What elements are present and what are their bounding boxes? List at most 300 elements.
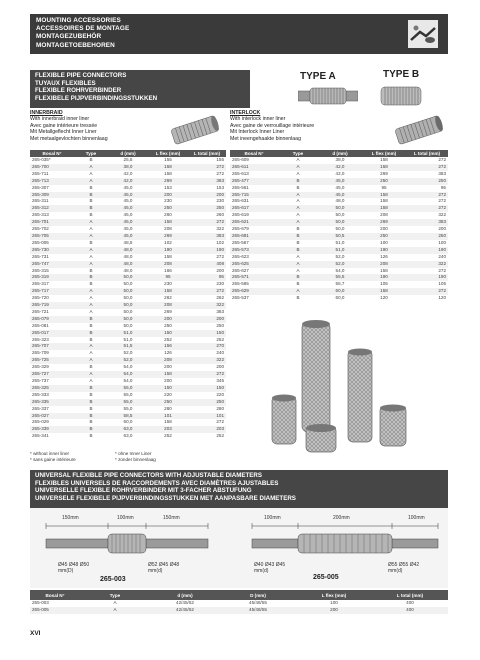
- diagram-code: 265-003: [100, 576, 126, 583]
- table-cell: 250: [188, 399, 226, 406]
- table-cell: 190: [148, 247, 188, 254]
- table-cell: 322: [188, 302, 226, 309]
- table-cell: 155: [164, 157, 172, 162]
- desc-line: Mit Metallgeflecht Inner Liner: [30, 129, 97, 136]
- table-row: [30, 385, 226, 392]
- table-cell: B: [89, 281, 93, 287]
- table-row: [230, 281, 448, 288]
- table-cell: 345: [216, 378, 224, 383]
- table-cell: 265-005: [32, 239, 49, 245]
- table-row: [30, 323, 226, 330]
- diameter-right-labels: [388, 562, 419, 574]
- table-cell: 158: [148, 219, 188, 226]
- header-line: ACCESSOIRES DE MONTAGE: [36, 25, 130, 33]
- innerbraid-description: [30, 110, 108, 142]
- table-cell: 269: [148, 233, 188, 240]
- table-cell: 400: [406, 600, 414, 606]
- table-cell: 105: [438, 281, 446, 287]
- table-row: [230, 178, 448, 185]
- table-cell: B: [74, 205, 108, 212]
- table-cell: 158: [380, 157, 388, 162]
- table-cell: A: [296, 157, 300, 162]
- table-cell: 383: [406, 219, 448, 226]
- table-cell: A: [296, 198, 300, 204]
- table-cell: 54,0: [335, 267, 345, 273]
- table-cell: B: [74, 316, 108, 323]
- table-cell: B: [296, 184, 300, 190]
- table-cell: 50,0: [123, 322, 133, 328]
- table-cell: B: [74, 399, 108, 406]
- table-row: [30, 350, 226, 357]
- table-cell: 155: [216, 157, 224, 162]
- dia: Ø55: [388, 562, 398, 568]
- table-cell: B: [89, 212, 93, 218]
- header-line: MONTAGETOEBEHOREN: [36, 41, 115, 49]
- table-cell: 265-307: [32, 184, 49, 190]
- table-row: [30, 378, 226, 385]
- interlock-connector-image: [392, 111, 446, 149]
- section-line: UNIVERSAL FLEXIBLE PIPE CONNECTORS WITH ADJUSTABLE DIAMETERS: [35, 472, 263, 479]
- table-cell: 52,0: [335, 253, 345, 259]
- table-cell: 52,0: [318, 261, 362, 268]
- note-left: [30, 451, 76, 463]
- table-cell: 272: [406, 288, 448, 295]
- table-cell: 48,0: [123, 253, 133, 259]
- table-cell: 400: [372, 607, 448, 614]
- table-cell: 265-700: [30, 164, 74, 171]
- table-cell: 200: [380, 226, 388, 232]
- table-cell: 265-027: [30, 413, 74, 420]
- table-row: [30, 357, 226, 364]
- col-header: Bosal N°: [30, 590, 80, 600]
- table-row: [230, 261, 448, 268]
- table-cell: 265-005: [30, 607, 80, 614]
- table-cell: 190: [406, 247, 448, 254]
- table-cell: B: [74, 385, 108, 392]
- table-cell: 150: [148, 330, 188, 337]
- table-cell: B: [89, 419, 93, 425]
- header-line: MOUNTING ACCESSORIES: [36, 17, 121, 24]
- col-header: Type: [278, 150, 318, 157]
- table-cell: A: [74, 302, 108, 309]
- section-line: UNIVERSELLE FLEXIBLE ROHRVERBINDER MIT 3-FACHER ABSTUFUNG: [35, 487, 252, 495]
- dia: Ø40: [254, 562, 264, 568]
- table-row: [30, 330, 226, 337]
- table-cell: A: [89, 378, 93, 383]
- table-cell: 52,0: [108, 357, 148, 364]
- table-row: [30, 288, 226, 295]
- table-cell: 262: [216, 295, 224, 301]
- table-cell: 158: [164, 253, 172, 259]
- table-cell: 200: [188, 316, 226, 323]
- dia: Ø43: [264, 562, 275, 568]
- table-cell: 51,0: [318, 247, 362, 254]
- table-cell: 51,0: [123, 336, 133, 342]
- table-row: [230, 219, 448, 226]
- type-b-connector-image: [378, 84, 424, 108]
- table-cell: 265-717: [30, 288, 74, 295]
- table-cell: 158: [362, 192, 406, 199]
- table-cell: 54,0: [123, 364, 133, 370]
- table-cell: 265-701: [30, 219, 74, 226]
- table-cell: B: [89, 336, 93, 342]
- table-cell: 158: [380, 198, 388, 204]
- table-cell: 272: [216, 419, 224, 425]
- table-cell: 208: [148, 261, 188, 268]
- table-cell: 265-333: [32, 391, 49, 397]
- table-cell: 220: [164, 391, 172, 397]
- table-cell: 252: [216, 336, 224, 342]
- dia-unit: mm(d): [388, 568, 403, 574]
- table-row: [230, 226, 448, 233]
- table-cell: A: [296, 253, 300, 259]
- table-cell: A: [89, 226, 93, 232]
- table-row: [30, 302, 226, 309]
- innerbraid-table: [30, 150, 226, 440]
- table-cell: 265-081: [32, 322, 49, 328]
- table-cell: 250: [362, 233, 406, 240]
- diagram-265-005: [246, 520, 442, 560]
- page-number: XVI: [30, 630, 41, 637]
- table-cell: 55,0: [108, 399, 148, 406]
- table-row: [230, 240, 448, 247]
- table-cell: 230: [164, 281, 172, 287]
- section-line: FLEXIBLE ROHRVERBINDER: [35, 87, 122, 95]
- table-cell: 156: [148, 343, 188, 350]
- table-cell: 158: [148, 164, 188, 171]
- table-cell: 240: [216, 350, 224, 356]
- table-cell: A: [89, 350, 93, 356]
- table-cell: B: [296, 281, 300, 287]
- table-cell: 200: [216, 267, 224, 273]
- table-cell: 50,0: [335, 226, 345, 232]
- table-row: [30, 426, 226, 433]
- table-cell: B: [74, 192, 108, 199]
- table-cell: 265-325: [30, 385, 74, 392]
- table-cell: 50,0: [335, 212, 345, 218]
- table-cell: B: [89, 267, 93, 273]
- table-cell: 265-617: [230, 205, 278, 212]
- dia: Ø45: [275, 562, 286, 568]
- table-row: [30, 164, 226, 171]
- table-row: [230, 233, 448, 240]
- table-cell: 322: [438, 212, 446, 218]
- table-cell: 265-323: [32, 336, 49, 342]
- note-line: * zonder binnenlaag: [115, 457, 156, 462]
- header-title: [36, 17, 129, 50]
- col-header: d (mm): [150, 590, 220, 600]
- table-cell: 265-573: [230, 247, 278, 254]
- table-cell: 250: [362, 178, 406, 185]
- table-cell: A: [74, 219, 108, 226]
- table-cell: 45,0: [318, 178, 362, 185]
- table-cell: 383: [188, 233, 226, 240]
- table-cell: 42,0: [335, 170, 345, 176]
- table-row: [30, 399, 226, 406]
- table-cell: 250: [148, 399, 188, 406]
- table-row: [30, 274, 226, 281]
- table-cell: 208: [380, 212, 388, 218]
- table-row: [30, 295, 226, 302]
- innerbraid-connector-image: [168, 111, 222, 149]
- table-cell: 50,0: [318, 205, 362, 212]
- col-header: L total (mm): [406, 150, 448, 157]
- table-cell: 269: [380, 170, 388, 176]
- table-cell: 265-003: [32, 600, 49, 606]
- col-header: d (mm): [108, 150, 148, 157]
- table-cell: 200: [216, 364, 224, 370]
- table-cell: 272: [188, 288, 226, 295]
- table-cell: 190: [362, 247, 406, 254]
- table-row: [230, 185, 448, 192]
- table-cell: 272: [216, 253, 224, 259]
- dim-label: 100mm: [408, 515, 425, 521]
- table-cell: 250: [216, 322, 224, 328]
- table-row: [230, 198, 448, 205]
- table-cell: 50,0: [123, 308, 133, 314]
- table-cell: 102: [164, 239, 172, 245]
- table-cell: 270: [188, 343, 226, 350]
- table-cell: 105: [380, 281, 388, 287]
- dia: Ø52: [148, 562, 158, 568]
- table-cell: B: [89, 239, 93, 245]
- dia: Ø45: [58, 562, 68, 568]
- table-cell: A: [278, 288, 318, 295]
- note-line: * without inner liner: [30, 451, 70, 456]
- table-cell: 208: [148, 357, 188, 364]
- desc-line: Avec gaine de verrouillage intérieure: [230, 122, 315, 129]
- table-cell: 265-707: [30, 343, 74, 350]
- table-row: [30, 309, 226, 316]
- table-cell: 322: [188, 357, 226, 364]
- table-cell: 54,0: [123, 378, 133, 383]
- table-cell: B: [296, 239, 300, 245]
- table-cell: B: [74, 330, 108, 337]
- table-row: [230, 205, 448, 212]
- table-cell: 200: [296, 607, 372, 614]
- dim-label: 100mm: [264, 515, 281, 521]
- table-row: [30, 406, 226, 413]
- table-cell: 265-315: [32, 267, 49, 273]
- type-a-label: TYPE A: [300, 71, 336, 82]
- table-row: [230, 192, 448, 199]
- table-cell: 250: [406, 178, 448, 185]
- table-cell: 272: [438, 267, 446, 273]
- dia-unit: mm(D): [58, 568, 74, 574]
- table-cell: 272: [406, 192, 448, 199]
- table-cell: 150: [188, 385, 226, 392]
- table-cell: 45/48/55: [249, 600, 267, 606]
- table-cell: 265-611: [230, 164, 278, 171]
- table-cell: 48,5: [123, 239, 133, 245]
- table-cell: 262: [164, 295, 172, 301]
- table-cell: 51,0: [335, 239, 345, 245]
- table-cell: B: [89, 433, 93, 439]
- desc-line: Met ineengehaakte binnenlaag: [230, 135, 301, 142]
- table-cell: 48,0: [108, 247, 148, 254]
- table-cell: 158: [380, 267, 388, 273]
- section-line: FLEXIBLES UNIVERSELS DE RACCORDEMENTS AVEC DIAMÈTRES AJUSTABLES: [35, 479, 279, 487]
- table-cell: 265-679: [232, 226, 249, 232]
- table-row: [30, 371, 226, 378]
- table-cell: 230: [216, 198, 224, 204]
- table-cell: 265-609: [232, 157, 249, 162]
- dia-unit: mm(d): [148, 568, 163, 574]
- section-universal-connectors: [30, 470, 448, 508]
- table-cell: 200: [164, 378, 172, 383]
- table-row: [230, 268, 448, 275]
- table-cell: 265-311: [32, 198, 49, 204]
- desc-line: Mit Interlock Inner Liner: [230, 129, 285, 136]
- dia: Ø48: [68, 562, 79, 568]
- table-cell: 50,0: [108, 288, 148, 295]
- table-cell: 52,0: [123, 350, 133, 356]
- diameter-left-labels: [58, 562, 89, 574]
- table-cell: A: [278, 219, 318, 226]
- table-cell: 265-613: [232, 170, 249, 176]
- table-cell: 250: [188, 205, 226, 212]
- table-cell: 51,0: [108, 330, 148, 337]
- table-cell: A: [113, 600, 117, 606]
- table-cell: 265-713: [30, 178, 74, 185]
- table-cell: 265-737: [32, 378, 49, 383]
- col-header: L flex (mm): [362, 150, 406, 157]
- table-cell: A: [74, 178, 108, 185]
- table-cell: A: [89, 253, 93, 259]
- table-cell: 50,0: [123, 281, 133, 287]
- table-cell: 48,0: [123, 267, 133, 273]
- table-cell: 55,5: [318, 274, 362, 281]
- table-cell: 50,0: [108, 274, 148, 281]
- product-photo-group: [260, 318, 410, 454]
- table-row: [30, 233, 226, 240]
- table-cell: 42,0: [108, 178, 148, 185]
- header-line: MONTAGEZUBEHÖR: [36, 33, 102, 41]
- table-cell: 126: [164, 350, 172, 356]
- table-cell: A: [89, 295, 93, 301]
- table-cell: 265-017: [30, 330, 74, 337]
- table-cell: 250: [406, 233, 448, 240]
- dim-label: 200mm: [333, 515, 350, 521]
- table-cell: 272: [188, 371, 226, 378]
- table-cell: 42,0: [123, 170, 133, 176]
- table-cell: 55,7: [335, 281, 345, 287]
- table-row: [30, 281, 226, 288]
- table-cell: 265-313: [32, 212, 49, 218]
- table-row: [230, 295, 448, 302]
- table-cell: B: [74, 413, 108, 420]
- table-cell: 95: [381, 184, 387, 190]
- table-cell: 54,0: [108, 371, 148, 378]
- table-cell: 272: [406, 205, 448, 212]
- table-cell: 208: [148, 302, 188, 309]
- table-row: [30, 240, 226, 247]
- table-cell: 265-730: [30, 247, 74, 254]
- table-cell: 120: [438, 295, 446, 301]
- table-row: [30, 364, 226, 371]
- table-cell: 45,0: [123, 212, 133, 218]
- table-row: [230, 247, 448, 254]
- section-line: FLEXIBLE PIPE CONNECTORS: [35, 72, 127, 79]
- col-header: Type: [80, 590, 150, 600]
- table-cell: 265-623: [232, 253, 249, 259]
- table-cell: 203: [188, 426, 226, 433]
- table-cell: 265-341: [32, 433, 49, 439]
- table-cell: 63,0: [123, 433, 133, 439]
- section-line: UNIVERSELE FLEXIBELE PIJPVERBINDINGSSTUKKEN MET AANPASBARE DIAMETERS: [35, 494, 296, 502]
- col-header: L total (mm): [188, 150, 226, 157]
- col-header: L flex (mm): [148, 150, 188, 157]
- table-cell: 158: [164, 170, 172, 176]
- table-row: [30, 343, 226, 350]
- table-cell: 45,0: [108, 219, 148, 226]
- table-cell: 272: [406, 164, 448, 171]
- table-cell: A: [296, 212, 300, 218]
- innerbraid-heading: INNERBRAID: [30, 110, 63, 116]
- table-cell: 322: [406, 261, 448, 268]
- table-cell: B: [89, 322, 93, 328]
- table-cell: 265-319: [30, 274, 74, 281]
- table-cell: 58,5: [108, 413, 148, 420]
- table-cell: 190: [362, 274, 406, 281]
- table-cell: 158: [362, 288, 406, 295]
- table-row: [30, 198, 226, 205]
- table-cell: 272: [188, 164, 226, 171]
- table-cell: 208: [164, 226, 172, 232]
- table-cell: A: [278, 192, 318, 199]
- table-cell: 383: [216, 308, 224, 314]
- dim-label: 150mm: [62, 515, 79, 521]
- table-row: [30, 337, 226, 344]
- table-cell: 265-477: [230, 178, 278, 185]
- table-cell: 265-625: [230, 261, 278, 268]
- interlock-description: [230, 110, 314, 142]
- table-cell: 208: [362, 261, 406, 268]
- table-cell: 265-711: [32, 170, 49, 176]
- table-row: [30, 226, 226, 233]
- table-row: [30, 178, 226, 185]
- table-cell: 45,0: [108, 192, 148, 199]
- table-cell: B: [296, 295, 300, 301]
- table-row: [30, 261, 226, 268]
- table-cell: B: [278, 178, 318, 185]
- table-row: [30, 192, 226, 199]
- table-cell: A: [296, 267, 300, 273]
- dia: Ø50: [79, 562, 90, 568]
- note-line: * ohne Inner Liner: [115, 451, 152, 456]
- table-cell: 45/48/55: [220, 607, 296, 614]
- table-cell: 383: [438, 170, 446, 176]
- col-header: Bosal N°: [230, 150, 278, 157]
- table-cell: B: [74, 274, 108, 281]
- dia: Ø55: [398, 562, 409, 568]
- table-cell: B: [74, 426, 108, 433]
- table-cell: 265-681: [230, 233, 278, 240]
- table-row: [30, 413, 226, 420]
- note-right: [115, 451, 156, 463]
- col-header: Bosal N°: [30, 150, 74, 157]
- table-cell: 265-565: [232, 281, 249, 287]
- table-row: [30, 157, 226, 164]
- table-cell: 265-309: [30, 192, 74, 199]
- table-cell: A: [74, 261, 108, 268]
- table-row: [30, 433, 226, 440]
- table-cell: 280: [216, 405, 224, 411]
- table-cell: 265-629: [230, 288, 278, 295]
- table-cell: A: [89, 170, 93, 176]
- table-row: [30, 247, 226, 254]
- table-cell: 260: [164, 212, 172, 218]
